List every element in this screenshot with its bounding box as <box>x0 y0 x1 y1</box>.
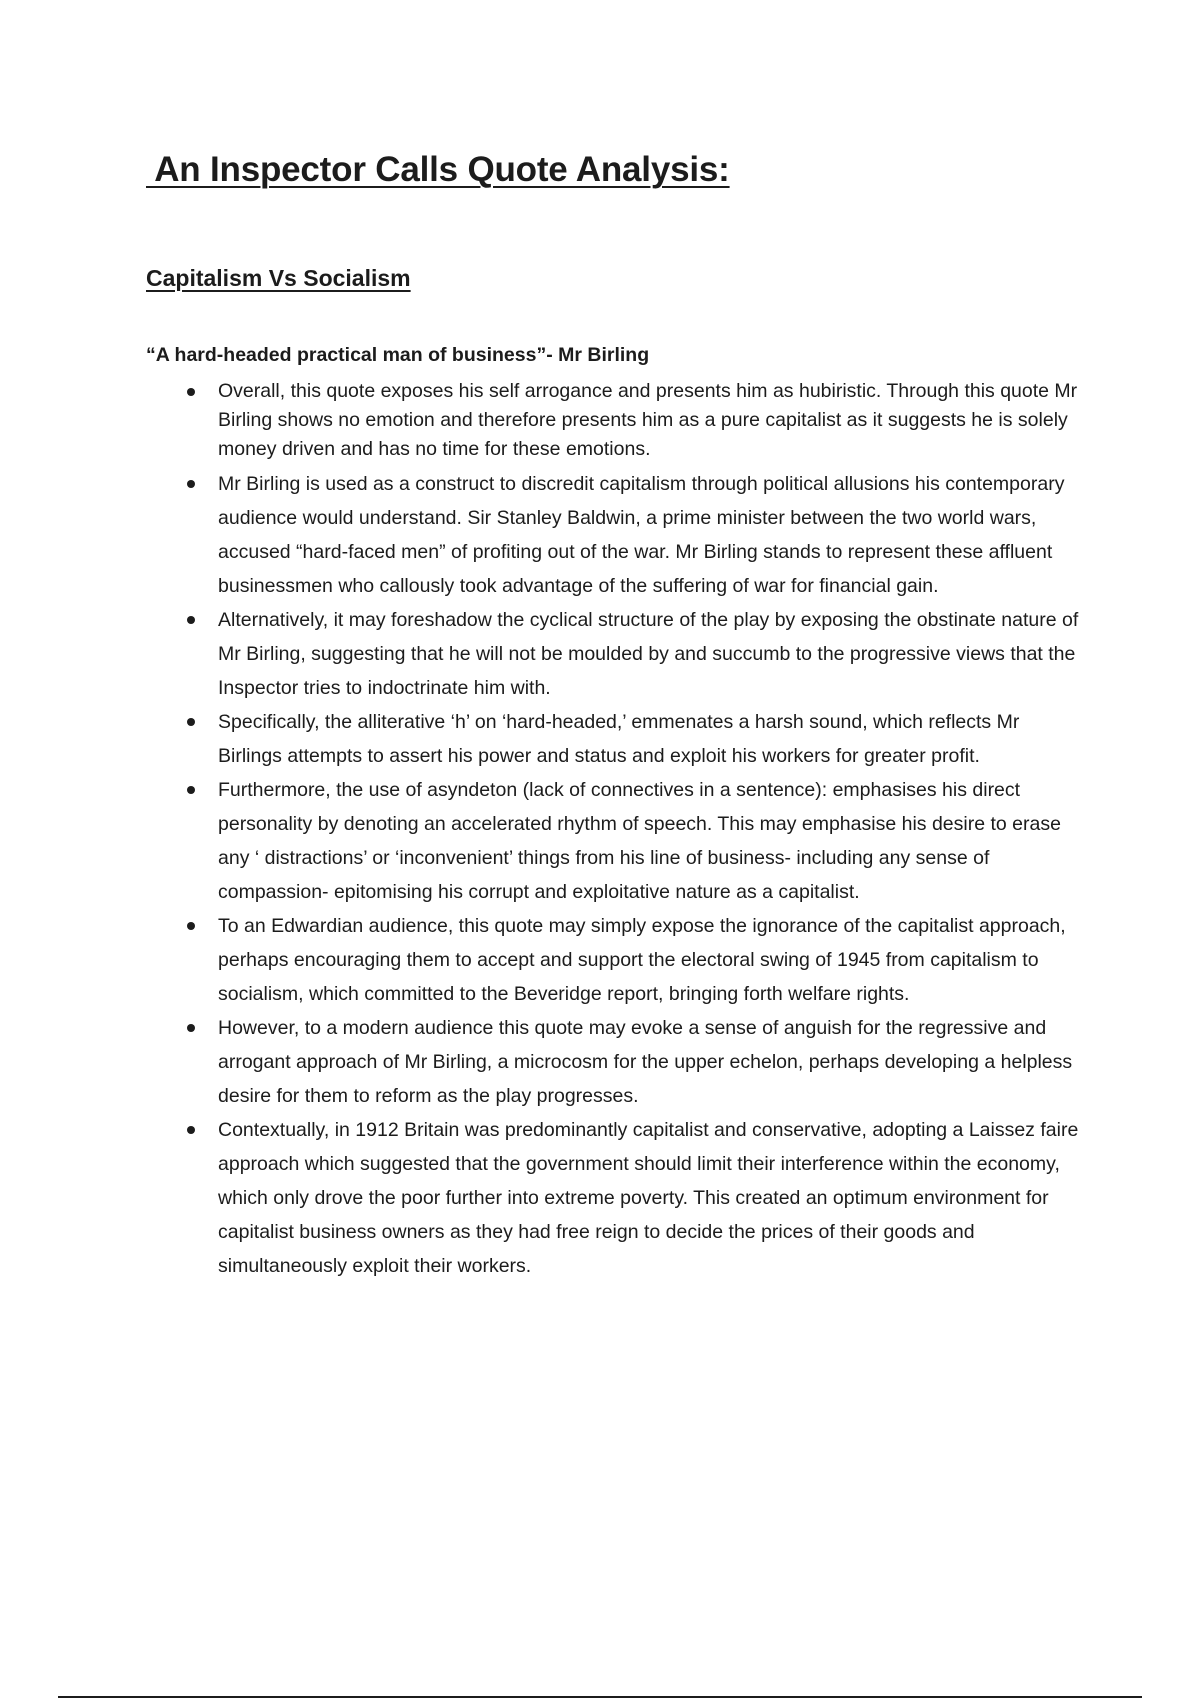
bullet-dot-icon <box>187 616 195 624</box>
analysis-bullet-list <box>218 377 1088 1283</box>
bullet-text: However, to a modern audience this quote may evoke a sense of anguish for the regressive and arrogant approach of Mr Birling, a microcosm for the upper echelon, perhaps developing a helpless desire for them to reform as the play progresses. <box>218 1017 1073 1107</box>
bullet-dot-icon <box>187 480 195 488</box>
bullet-text: Specifically, the alliterative ‘h’ on ‘hard-headed,’ emmenates a harsh sound, which reflects Mr Birlings attempts to assert his power and status and exploit his workers for greater profit. <box>218 711 1020 767</box>
bullet-text: Alternatively, it may foreshadow the cyclical structure of the play by exposing the obstinate nature of Mr Birling, suggesting that he will not be moulded by and succumb to the progressive views that the Inspector tries to indoctrinate him with. <box>218 609 1079 699</box>
analysis-bullet <box>218 773 1088 909</box>
bullet-dot-icon <box>187 1024 195 1032</box>
bullet-dot-icon <box>187 786 195 794</box>
bullet-text: Furthermore, the use of asyndeton (lack of connectives in a sentence): emphasises his direct personality by denoting an accelerated rhythm of speech. This may emphasise his desire to erase any ‘ distractions’ or ‘inconvenient’ things from his line of business- including any sense of compassion- epitomising his corrupt and exploitative nature as a capitalist. <box>218 779 1061 903</box>
section-heading: Capitalism Vs Socialism <box>146 265 411 291</box>
analysis-bullet <box>218 1113 1088 1283</box>
bullet-text: Overall, this quote exposes his self arrogance and presents him as hubiristic. Through this quote Mr Birling shows no emotion and therefore presents him as a pure capitalist as it suggests he is solely money driven and has no time for these emotions. <box>218 380 1078 460</box>
bullet-text: Contextually, in 1912 Britain was predominantly capitalist and conservative, adopting a Laissez faire approach which suggested that the government should limit their interference within the economy, which only drove the poor further into extreme poverty. This created an optimum environment for capitalist business owners as they had free reign to decide the prices of their goods and simultaneously exploit their workers. <box>218 1119 1079 1277</box>
analysis-bullet <box>218 467 1088 603</box>
bullet-text: Mr Birling is used as a construct to discredit capitalism through political allusions his contemporary audience would understand. Sir Stanley Baldwin, a prime minister between the two world wars, accused “hard-faced men” of profiting out of the war. Mr Birling stands to represent these affluent businessmen who callously took advantage of the suffering of war for financial gain. <box>218 473 1065 597</box>
analysis-bullet <box>218 603 1088 705</box>
analysis-bullet <box>218 705 1088 773</box>
bullet-dot-icon <box>187 388 195 396</box>
quote-heading: “A hard-headed practical man of business”- Mr Birling <box>146 344 650 366</box>
analysis-bullet <box>218 377 1088 464</box>
bullet-dot-icon <box>187 1126 195 1134</box>
analysis-bullet <box>218 1011 1088 1113</box>
page-bottom-divider <box>58 1696 1142 1698</box>
bullet-dot-icon <box>187 718 195 726</box>
document-title: An Inspector Calls Quote Analysis: <box>146 150 730 189</box>
bullet-dot-icon <box>187 922 195 930</box>
analysis-bullet <box>218 909 1088 1011</box>
bullet-text: To an Edwardian audience, this quote may simply expose the ignorance of the capitalist approach, perhaps encouraging them to accept and support the electoral swing of 1945 from capitalism to socialism, which committed to the Beveridge report, bringing forth welfare rights. <box>218 915 1066 1005</box>
